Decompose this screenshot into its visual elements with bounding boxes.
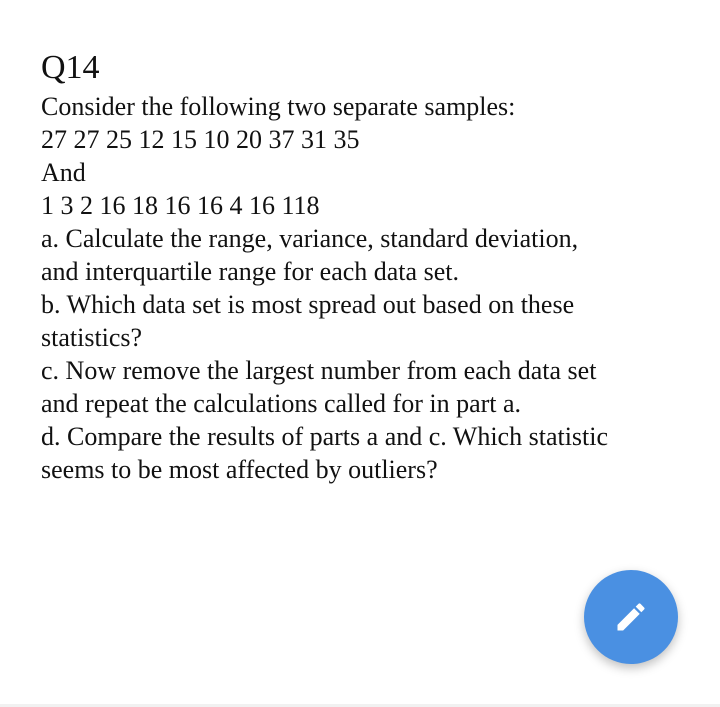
question-content <box>41 48 681 486</box>
sample-2-values: 1 3 2 16 18 16 16 4 16 118 <box>41 191 320 220</box>
part-c-line: c. Now remove the largest number from each data set <box>41 356 597 385</box>
question-line: And <box>41 158 86 187</box>
part-b-line: statistics? <box>41 323 143 352</box>
edit-button[interactable] <box>584 570 678 664</box>
part-d-line: d. Compare the results of parts a and c. Which statistic <box>41 422 609 451</box>
question-line: Consider the following two separate samples: <box>41 92 516 121</box>
part-c-line: and repeat the calculations called for in part a. <box>41 389 522 418</box>
question-title: Q14 <box>41 49 100 86</box>
part-d-line: seems to be most affected by outliers? <box>41 455 438 484</box>
part-b-line: b. Which data set is most spread out based on these <box>41 290 575 319</box>
sample-1-values: 27 27 25 12 15 10 20 37 31 35 <box>41 125 360 154</box>
part-a-line: a. Calculate the range, variance, standard deviation, <box>41 224 579 253</box>
part-a-line: and interquartile range for each data set. <box>41 257 459 286</box>
edit-pencil-icon <box>613 599 649 635</box>
